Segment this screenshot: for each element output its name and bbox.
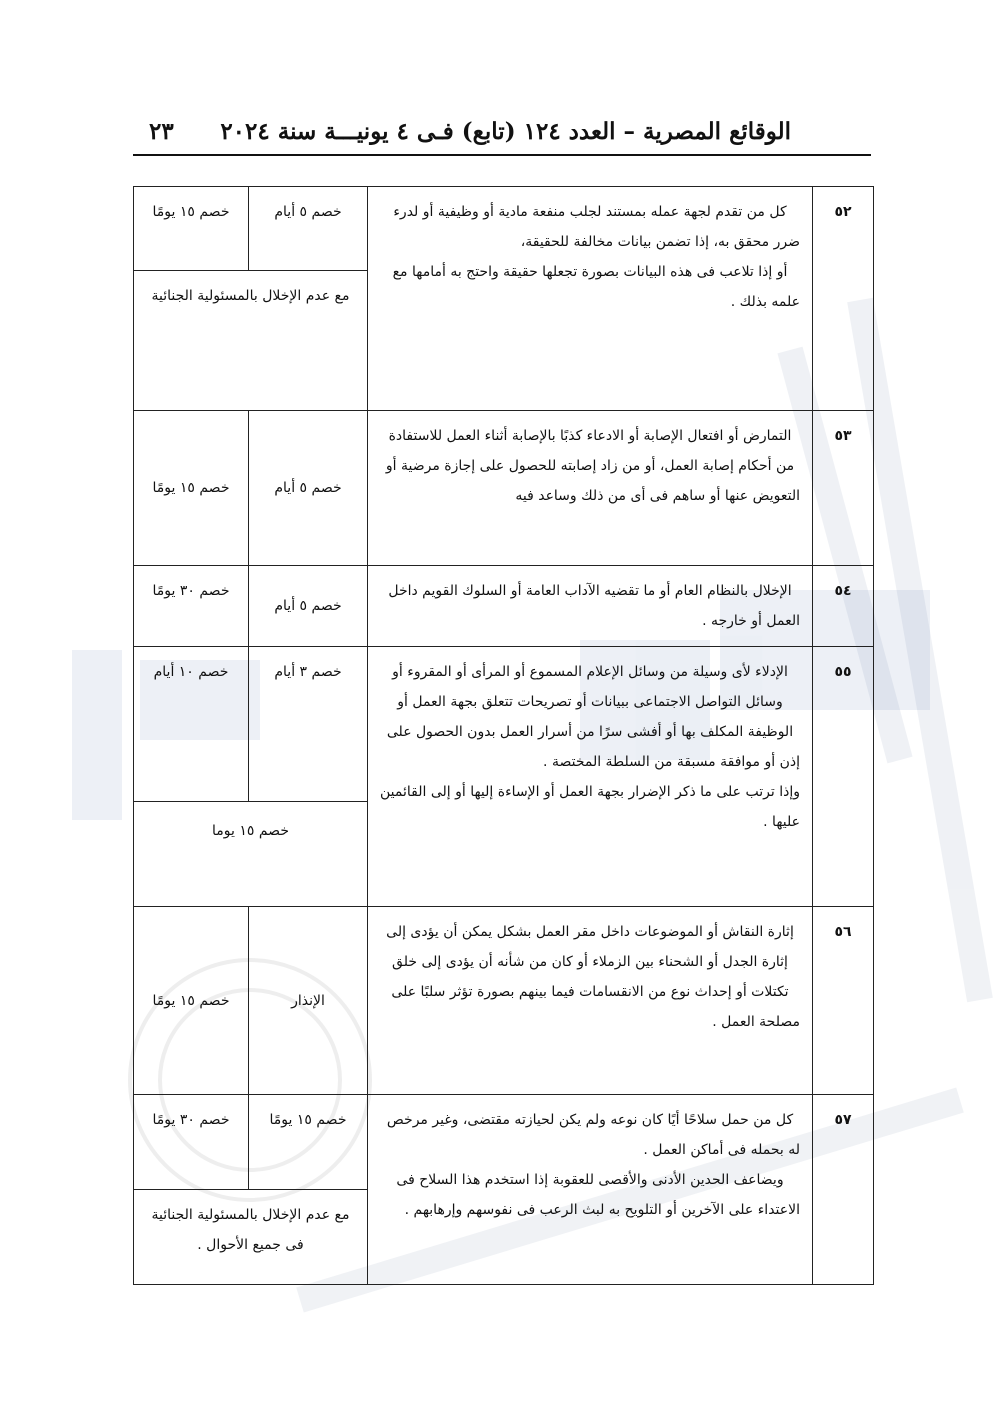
violation-description [368, 187, 813, 411]
row-number: ٥٧ [813, 1095, 874, 1285]
second-penalty: خصم ١٥ يومًا [134, 187, 249, 271]
first-penalty: خصم ٥ أيام [249, 187, 368, 271]
violation-description [368, 647, 813, 907]
description-paragraph: التمارض أو افتعال الإصابة أو الادعاء كذبًا بالإصابة أثناء العمل للاستفادة من أحكام إصابة العمل، أو من زاد إصابته للحصول على إجازة مرضية أو التعويض عنها أو ساهم فى أى من ذلك وساعد فيه [385, 428, 800, 504]
violation-description [368, 566, 813, 647]
row-number: ٥٢ [813, 187, 874, 411]
row-number: ٥٣ [813, 411, 874, 566]
violation-description [368, 1095, 813, 1285]
row-number: ٥٤ [813, 566, 874, 647]
penalty-note: خصم ١٥ يوما [134, 802, 368, 907]
row-number: ٥٦ [813, 907, 874, 1095]
first-penalty: خصم ٣ أيام [249, 647, 368, 802]
row-number: ٥٥ [813, 647, 874, 907]
description-paragraph: الإخلال بالنظام العام أو ما تقضيه الآداب العامة أو السلوك القويم داخل العمل أو خارجه . [388, 583, 800, 629]
second-penalty: خصم ٣٠ يومًا [134, 566, 249, 647]
first-penalty: خصم ٥ أيام [249, 566, 368, 647]
second-penalty: خصم ٣٠ يومًا [134, 1095, 249, 1190]
penalty-note: مع عدم الإخلال بالمسئولية الجنائية [134, 271, 368, 411]
page-number: ٢٣ [149, 118, 174, 145]
violations-table [133, 186, 874, 1285]
penalty-note: مع عدم الإخلال بالمسئولية الجنائية فى جميع الأحوال . [134, 1190, 368, 1285]
description-paragraph: أو إذا تلاعب فى هذه البيانات بصورة تجعلها حقيقة واحتج به أمامها مع علمه بذلك . [392, 264, 800, 310]
second-penalty: خصم ١٥ يومًا [134, 907, 249, 1095]
first-penalty: خصم ١٥ يومًا [249, 1095, 368, 1190]
violation-description [368, 411, 813, 566]
table-row [134, 907, 874, 1095]
description-paragraph: وإذا ترتب على ما ذكر الإضرار بجهة العمل أو الإساءة إليها أو إلى القائمين عليها . [380, 784, 800, 830]
first-penalty: الإنذار [249, 907, 368, 1095]
description-paragraph: إثارة النقاش أو الموضوعات داخل مقر العمل بشكل يمكن أن يؤدى إلى إثارة الجدل أو الشحناء بين الزملاء أو كان من شأنه أن يؤدى إلى خلق تكتلات أو إحداث نوع من الانقسامات فيما بينهم بصورة تؤثر سلبًا على مصلحة العمل . [386, 924, 800, 1030]
second-penalty: خصم ١٥ يومًا [134, 411, 249, 566]
table-row [134, 187, 874, 271]
description-paragraph: الإدلاء لأى وسيلة من وسائل الإعلام المسموع أو المرأى أو المقروء أو وسائل التواصل الاجتماعى ببيانات أو تصريحات تتعلق بجهة العمل أو الوظيفة المكلف بها أو أفشى سرًا من أسرار العمل بدون الحصول على إذن أو موافقة مسبقة من السلطة المختصة . [386, 664, 800, 770]
page-header [133, 112, 871, 156]
table-row [134, 647, 874, 802]
description-paragraph: كل من تقدم لجهة عمله بمستند لجلب منفعة مادية أو وظيفية أو لدرء ضرر محقق به، إذا تضمن بيانات مخالفة للحقيقة، [393, 204, 800, 250]
description-paragraph: ويضاعف الحدين الأدنى والأقصى للعقوبة إذا استخدم هذا السلاح فى الاعتداء على الآخرين أو التلويح به لبث الرعب فى نفوسهم وإرهابهم . [396, 1172, 800, 1218]
header-title: الوقائع المصرية – العدد ١٢٤ (تابع) فـى ٤ يونيـــة سنة ٢٠٢٤ [220, 118, 791, 145]
violation-description [368, 907, 813, 1095]
description-paragraph: كل من حمل سلاحًا أيًا كان نوعه ولم يكن لحيازته مقتضى، وغير مرخص له بحمله فى أماكن العمل . [386, 1112, 800, 1158]
second-penalty: خصم ١٠ أيام [134, 647, 249, 802]
table-row [134, 1095, 874, 1190]
first-penalty: خصم ٥ أيام [249, 411, 368, 566]
table-row [134, 411, 874, 566]
table-row [134, 566, 874, 647]
